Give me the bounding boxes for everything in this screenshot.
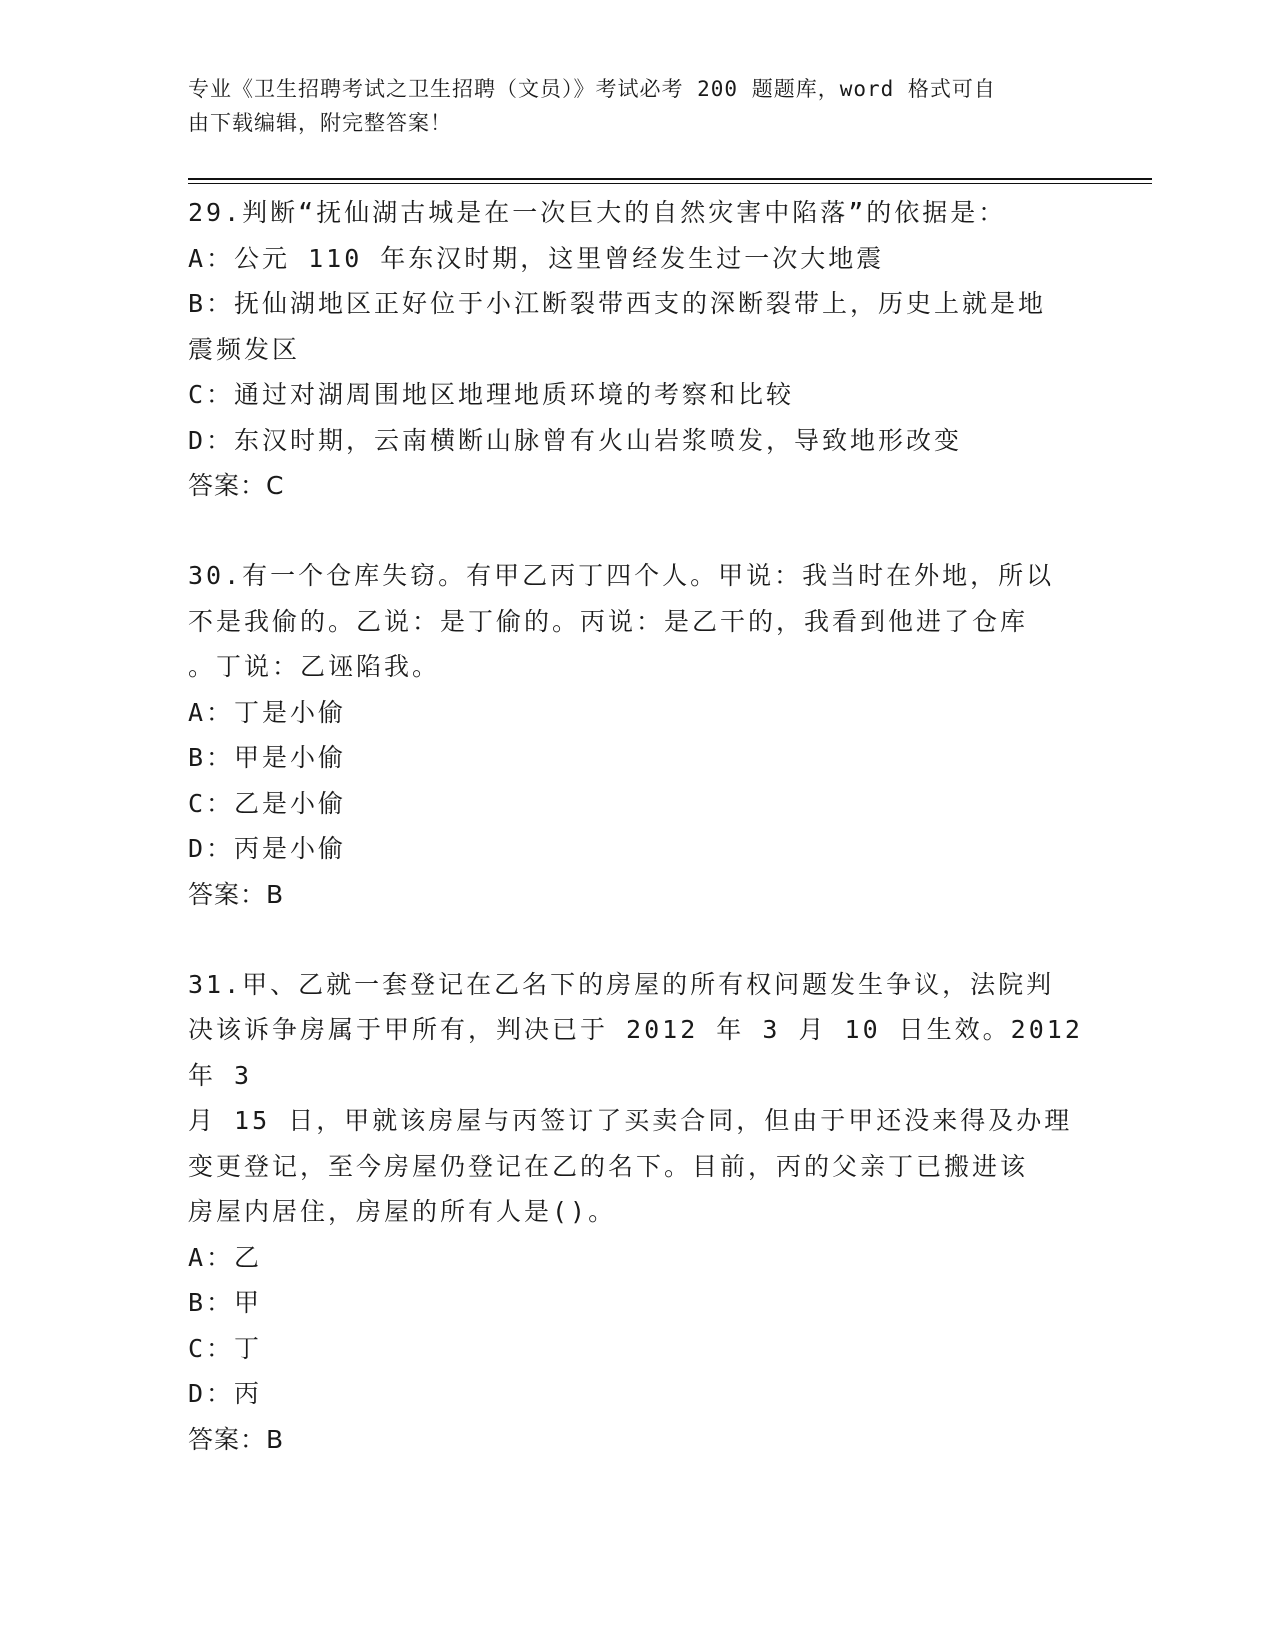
header-line-2: 由下载编辑，附完整答案！ [188, 111, 452, 135]
answer-option-line: D：丙是小偷 [188, 834, 347, 863]
question-stem-line: 决该诉争房属于甲所有，判决已于 2012 年 3 月 10 日生效。2012 年 3 [188, 1015, 1083, 1090]
question-stem-line: 30.有一个仓库失窃。有甲乙丙丁四个人。甲说：我当时在外地，所以 [188, 561, 1055, 590]
header-line-1: 专业《卫生招聘考试之卫生招聘（文员）》考试必考 200 题题库，word 格式可自 [188, 77, 996, 101]
question-block [188, 190, 1088, 508]
question-stem-line: 29.判断“抚仙湖古城是在一次巨大的自然灾害中陷落”的依据是： [188, 198, 1007, 227]
answer-option-line: C：乙是小偷 [188, 788, 347, 818]
answer-option-line: A：公元 110 年东汉时期，这里曾经发生过一次大地震 [188, 243, 885, 273]
answer-option-line: B：抚仙湖地区正好位于小江断裂带西支的深断裂带上，历史上就是地 [188, 289, 1047, 318]
answer-option-line: 震频发区 [188, 334, 301, 364]
question-stem-line: 31.甲、乙就一套登记在乙名下的房屋的所有权问题发生争议，法院判 [188, 969, 1055, 999]
question-stem-line: 不是我偷的。乙说：是丁偷的。丙说：是乙干的，我看到他进了仓库 [188, 606, 1029, 636]
answer-option-line: D：东汉时期，云南横断山脉曾有火山岩浆喷发，导致地形改变 [188, 425, 963, 455]
question-list [188, 190, 1088, 1462]
answer-option-line: C：通过对湖周围地区地理地质环境的考察和比较 [188, 380, 795, 409]
header-divider-thin [188, 183, 1152, 184]
answer-option-line: B：甲 [188, 1288, 263, 1317]
question-spacer [188, 917, 1088, 962]
answer-option-line: A：乙 [188, 1242, 263, 1272]
answer-option-line: B：甲是小偷 [188, 743, 347, 772]
answer-key: 答案：B [188, 1424, 285, 1454]
answer-key: 答案：B [188, 879, 285, 909]
question-stem-line: 变更登记，至今房屋仍登记在乙的名下。目前，丙的父亲丁已搬进该 [188, 1151, 1029, 1181]
question-stem-line: 月 15 日，甲就该房屋与丙签订了买卖合同，但由于甲还没来得及办理 [188, 1106, 1073, 1135]
document-header [188, 72, 1068, 140]
header-divider-thick [188, 178, 1152, 180]
question-block [188, 553, 1088, 917]
answer-option-line: C：丁 [188, 1333, 263, 1363]
answer-option-line: D：丙 [188, 1379, 263, 1408]
question-spacer [188, 508, 1088, 553]
answer-option-line: A：丁是小偷 [188, 697, 347, 727]
question-block [188, 962, 1088, 1462]
question-stem-line: 房屋内居住，房屋的所有人是()。 [188, 1197, 617, 1226]
answer-key: 答案：C [188, 471, 285, 500]
question-stem-line: 。丁说：乙诬陷我。 [188, 652, 441, 681]
